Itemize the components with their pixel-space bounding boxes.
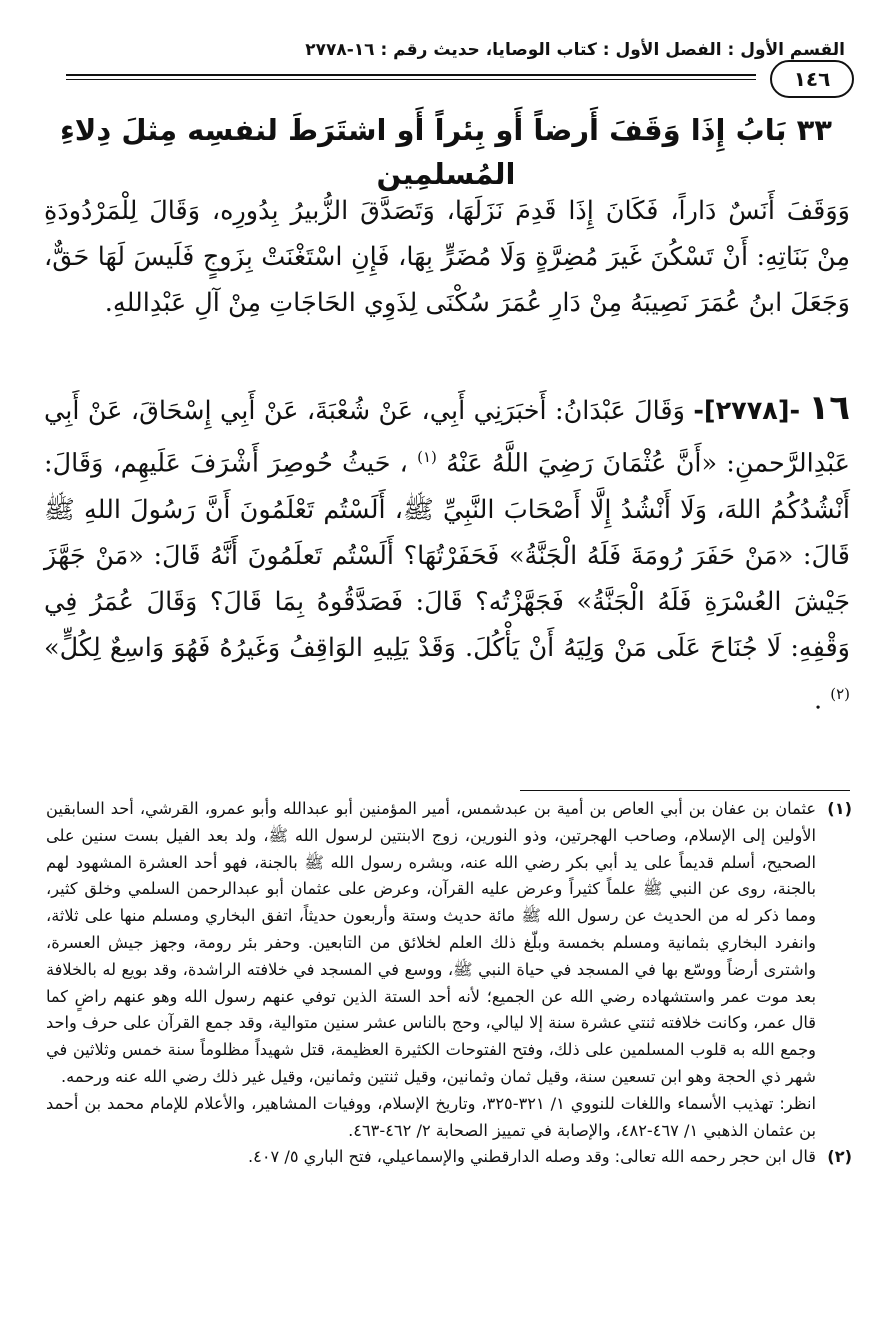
chapter-intro-paragraph: وَوَقَفَ أَنَسٌ دَاراً، فَكَانَ إِذَا قَدِمَ نَزَلَهَا، وَتَصَدَّقَ الزُّبيرُ بِدُورِه، وَقَالَ لِلْمَرْدُودَةِ مِنْ بَنَاتِهِ: أَنْ تَسْكُنَ غَيرَ مُضِرَّةٍ وَلَا مُضَرٍّ بِهَا، فَإِنِ اسْتَغْنَتْ بِزَوجٍ فَلَيسَ لَهَا حَقٌّ، وَجَعَلَ ابنُ عُمَرَ نَصِيبَهُ مِنْ دَارِ عُمَرَ سُكْنَى لِذَوِي الحَاجَاتِ مِنْ آلِ عَبْدِاللهِ. xyxy=(44,196,850,318)
footnote-1-source: انظر: تهذيب الأسماء واللغات للنووي ١/ ٣٢١-٣٢٥، وتاريخ الإسلام، ووفيات المشاهير، والأعلام للإمام محمد بن أحمد بن عثمان الذهبي ١/ ٤٦٧-٤٨٢، والإصابة في تمييز الصحابة ٢/ ٤٦٢-٤٦٣. xyxy=(46,1093,816,1140)
footnote-2 xyxy=(46,1144,852,1171)
footnote-1 xyxy=(46,796,852,1144)
hadith-text-part1: وَقَالَ عَبْدَانُ: أَخبَرَنِي أَبِي، عَنْ شُعْبَةَ، عَنْ أَبِي إِسْحَاقَ، عَنْ أَبِي عَبْدِالرَّحمنِ: «أَنَّ عُثْمَانَ رَضِيَ اللَّهُ عَنْهُ xyxy=(44,396,851,479)
footnote-separator xyxy=(520,790,850,791)
hadith-id: -[٢٧٧٨]- xyxy=(693,396,801,426)
footnote-1-text: عثمان بن عفان بن أبي العاص بن أمية بن عبدشمس، أمير المؤمنين أبو عبدالله وأبو عمرو، القرشي، أحد السابقين الأولين إلى الإسلام، وصاحب الهجرتين، وذو النورين، زوج الابنتين لرسول الله ﷺ، ولد بعد الفيل بست سنين على الصحيح، أسلم قديماً على يد أبي بكر رضي الله عنه، وبشره رسول الله ﷺ بالجنة، فهو أحد العشرة المشهود لهم بالجنة، روى عن النبي ﷺ علماً كثيراً وعرض عليه القرآن، وعرض على عثمان أبو عبدالرحمن السلمي وخلق كثير، ومما ذكر له من الحديث عن رسول الله ﷺ مائة حديث وستة وأربعون حديثاً، اتفق البخاري ومسلم منها على ثلاثة، وانفرد البخاري بثمانية ومسلم بخمسة وبلّغ ذلك العلم لخلائق من التابعين. وحفر بئر رومة، وجهز جيش العسرة، واشترى أرضاً ووسّع بها في المسجد في حياة النبي ﷺ، ووسع في المسجد في خلافته الراشدة، وقد بويع له بالخلافة بعد موت عمر واستشهاده رضي الله عن الجميع؛ لأنه أحد الستة الذين توفي عنهم رسول الله وهو عنهم راضٍ كما قال عمر، وكانت خلافته ثنتي عشرة سنة إلا ليالي، وحج بالناس عشر سنين متوالية، وقد جمع القرآن على حرف واحد وجمع الله به قلوب المسلمين على ذلك، وفتح الفتوحات الكثيرة العظيمة، قتل شهيداً مظلوماً سنة خمس وثلاثين في شهر ذي الحجة وهو ابن تسعين سنة، وقيل ثمان وثمانين، وقيل ثنتين وثمانين، وقيل غير ذلك رضي الله عنه ورحمه. xyxy=(46,799,816,1086)
chapter-title: ٣٣ بَابُ إِذَا وَقَفَ أَرضاً أَو بِئراً أَو اشتَرَطَ لنفسِه مِثلَ دِلاءِ المُسلمِين xyxy=(59,113,833,191)
hadith-text-end: . xyxy=(814,685,823,715)
footnote-reference-1[interactable]: (١) xyxy=(417,448,437,466)
footnotes xyxy=(46,796,852,1171)
hadith-number: ١٦ xyxy=(808,388,850,428)
hadith-text-part2: ، حَيثُ حُوصِرَ أَشْرَفَ عَلَيهِم، وَقَالَ: أَنْشُدُكُمُ اللهَ، وَلَا أَنْشُدُ إِلَّا أَصْحَابَ النَّبِيِّ ﷺ، أَلَسْتُم تَعْلَمُونَ أَنَّ رَسُولَ اللهِ ﷺ قَالَ: «مَنْ حَفَرَ رُومَةَ فَلَهُ الْجَنَّةُ» فَحَفَرْتُهَا؟ أَلَسْتُم تَعلَمُونَ أَنَّهُ قَالَ: «مَنْ جَهَّزَ جَيْشَ العُسْرَةِ فَلَهُ الْجَنَّةُ» فَجَهَّزْتُه؟ قَالَ: فَصَدَّقُوهُ بِمَا قَالَ؟ وَقَالَ عُمَرُ فِي وَقْفِهِ: لَا جُنَاحَ عَلَى مَنْ وَلِيَهُ أَنْ يَأْكُلَ. وَقَدْ يَلِيهِ الوَاقِفُ وَغَيرُهُ فَهُوَ وَاسِعٌ لِكُلٍّ» xyxy=(44,448,850,663)
footnote-reference-2[interactable]: (٢) xyxy=(830,684,850,703)
page-number: ١٤٦ xyxy=(770,60,854,98)
footnote-2-text: قال ابن حجر رحمه الله تعالى: وقد وصله الدارقطني والإسماعيلي، فتح الباري ٥/ ٤٠٧. xyxy=(247,1147,816,1167)
footnote-1-number: (١) xyxy=(827,799,852,818)
hadith-paragraph xyxy=(44,385,850,723)
header-rule xyxy=(66,74,756,80)
running-header: القسم الأول : الفصل الأول : كتاب الوصايا، حديث رقم : ١٦-٢٧٧٨ xyxy=(305,40,845,60)
footnote-2-number: (٢) xyxy=(827,1147,852,1167)
